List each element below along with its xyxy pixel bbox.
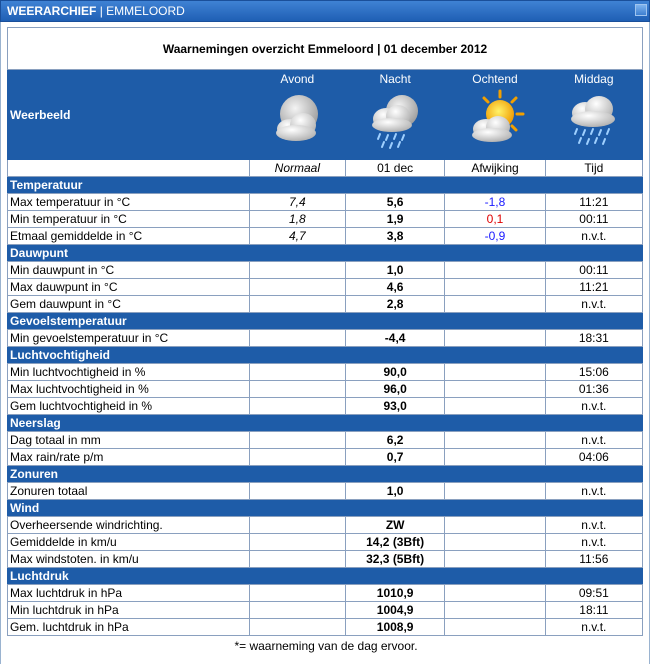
page-title: Waarnemingen overzicht Emmeloord | 01 december 2012 bbox=[8, 28, 643, 70]
normal-value bbox=[249, 364, 345, 381]
table-row bbox=[8, 398, 643, 415]
section-title: Neerslag bbox=[8, 415, 643, 432]
table-row bbox=[8, 296, 643, 313]
deviation-value bbox=[445, 619, 545, 636]
section-header bbox=[8, 415, 643, 432]
deviation-value bbox=[445, 296, 545, 313]
section-title: Wind bbox=[8, 500, 643, 517]
time-value: 18:31 bbox=[545, 330, 642, 347]
time-value: 11:21 bbox=[545, 194, 642, 211]
deviation-value bbox=[445, 381, 545, 398]
section-title: Luchtdruk bbox=[8, 568, 643, 585]
row-label: Etmaal gemiddelde in °C bbox=[8, 228, 250, 245]
deviation-value: 0,1 bbox=[445, 211, 545, 228]
row-label: Gemiddelde in km/u bbox=[8, 534, 250, 551]
normal-value bbox=[249, 534, 345, 551]
normal-value: 4,7 bbox=[249, 228, 345, 245]
row-label: Max dauwpunt in °C bbox=[8, 279, 250, 296]
period-label: Ochtend bbox=[472, 72, 518, 86]
title-separator: | bbox=[99, 4, 103, 18]
measured-value: 5,6 bbox=[345, 194, 444, 211]
time-value: n.v.t. bbox=[545, 483, 642, 500]
deviation-value bbox=[445, 483, 545, 500]
deviation-value bbox=[445, 602, 545, 619]
column-header-row bbox=[8, 160, 643, 177]
row-label: Min temperatuur in °C bbox=[8, 211, 250, 228]
period-label: Nacht bbox=[379, 72, 411, 86]
deviation-value bbox=[445, 330, 545, 347]
table-row bbox=[8, 211, 643, 228]
time-value: n.v.t. bbox=[545, 398, 642, 415]
moon-cloud-icon bbox=[266, 89, 328, 151]
time-value: 09:51 bbox=[545, 585, 642, 602]
section-title: Luchtvochtigheid bbox=[8, 347, 643, 364]
deviation-value bbox=[445, 364, 545, 381]
section-header bbox=[8, 568, 643, 585]
table-row bbox=[8, 602, 643, 619]
weerbeeld-row bbox=[8, 70, 643, 160]
measured-value: 14,2 (3Bft) bbox=[345, 534, 444, 551]
row-label: Max temperatuur in °C bbox=[8, 194, 250, 211]
col-afwijking: Afwijking bbox=[445, 160, 545, 177]
row-label: Dag totaal in mm bbox=[8, 432, 250, 449]
section-header bbox=[8, 466, 643, 483]
deviation-value bbox=[445, 262, 545, 279]
normal-value bbox=[249, 619, 345, 636]
normal-value bbox=[249, 381, 345, 398]
time-value: 18:11 bbox=[545, 602, 642, 619]
measured-value: 1008,9 bbox=[345, 619, 444, 636]
table-row bbox=[8, 364, 643, 381]
deviation-value bbox=[445, 449, 545, 466]
time-value: n.v.t. bbox=[545, 432, 642, 449]
measured-value: 1,0 bbox=[345, 483, 444, 500]
time-value: n.v.t. bbox=[545, 228, 642, 245]
measured-value: 3,8 bbox=[345, 228, 444, 245]
archive-title: WEERARCHIEF bbox=[7, 4, 97, 18]
row-label: Min dauwpunt in °C bbox=[8, 262, 250, 279]
row-label: Max rain/rate p/m bbox=[8, 449, 250, 466]
cloud-rain-icon bbox=[563, 89, 625, 151]
table-row bbox=[8, 483, 643, 500]
section-title: Gevoelstemperatuur bbox=[8, 313, 643, 330]
table-row bbox=[8, 330, 643, 347]
footnote: *= waarneming van de dag ervoor. bbox=[234, 639, 418, 653]
table-row bbox=[8, 194, 643, 211]
row-label: Gem dauwpunt in °C bbox=[8, 296, 250, 313]
measured-value: 90,0 bbox=[345, 364, 444, 381]
collapse-icon[interactable] bbox=[635, 4, 647, 16]
row-label: Min luchtdruk in hPa bbox=[8, 602, 250, 619]
normal-value bbox=[249, 585, 345, 602]
table-row bbox=[8, 228, 643, 245]
normal-value bbox=[249, 262, 345, 279]
measured-value: -4,4 bbox=[345, 330, 444, 347]
deviation-value bbox=[445, 585, 545, 602]
normal-value bbox=[249, 398, 345, 415]
measured-value: ZW bbox=[345, 517, 444, 534]
period-middag bbox=[545, 70, 642, 160]
period-avond bbox=[249, 70, 345, 160]
table-row bbox=[8, 517, 643, 534]
normal-value bbox=[249, 279, 345, 296]
row-label: Max luchtvochtigheid in % bbox=[8, 381, 250, 398]
normal-value bbox=[249, 432, 345, 449]
row-label: Zonuren totaal bbox=[8, 483, 250, 500]
table-row bbox=[8, 449, 643, 466]
section-title: Temperatuur bbox=[8, 177, 643, 194]
time-value: n.v.t. bbox=[545, 619, 642, 636]
time-value: n.v.t. bbox=[545, 534, 642, 551]
deviation-value: -1,8 bbox=[445, 194, 545, 211]
table-row bbox=[8, 551, 643, 568]
normal-value bbox=[249, 483, 345, 500]
section-header bbox=[8, 500, 643, 517]
location-title: EMMELOORD bbox=[106, 4, 185, 18]
row-label: Gem luchtvochtigheid in % bbox=[8, 398, 250, 415]
time-value: 01:36 bbox=[545, 381, 642, 398]
measured-value: 4,6 bbox=[345, 279, 444, 296]
normal-value bbox=[249, 449, 345, 466]
row-label: Overheersende windrichting. bbox=[8, 517, 250, 534]
measured-value: 96,0 bbox=[345, 381, 444, 398]
row-label: Max windstoten. in km/u bbox=[8, 551, 250, 568]
measured-value: 1,9 bbox=[345, 211, 444, 228]
table-row bbox=[8, 432, 643, 449]
table-row bbox=[8, 585, 643, 602]
time-value: n.v.t. bbox=[545, 517, 642, 534]
row-label: Min luchtvochtigheid in % bbox=[8, 364, 250, 381]
section-title: Dauwpunt bbox=[8, 245, 643, 262]
time-value: 04:06 bbox=[545, 449, 642, 466]
normal-value bbox=[249, 602, 345, 619]
time-value: 11:21 bbox=[545, 279, 642, 296]
time-value: 15:06 bbox=[545, 364, 642, 381]
measured-value: 6,2 bbox=[345, 432, 444, 449]
measured-value: 1,0 bbox=[345, 262, 444, 279]
measured-value: 1010,9 bbox=[345, 585, 444, 602]
normal-value bbox=[249, 517, 345, 534]
table-row bbox=[8, 279, 643, 296]
normal-value: 1,8 bbox=[249, 211, 345, 228]
empty-cell bbox=[8, 160, 250, 177]
deviation-value bbox=[445, 551, 545, 568]
weather-table bbox=[7, 27, 643, 636]
section-header bbox=[8, 347, 643, 364]
time-value: n.v.t. bbox=[545, 296, 642, 313]
measured-value: 0,7 bbox=[345, 449, 444, 466]
deviation-value bbox=[445, 279, 545, 296]
table-row bbox=[8, 262, 643, 279]
normal-value bbox=[249, 296, 345, 313]
measured-value: 93,0 bbox=[345, 398, 444, 415]
period-label: Middag bbox=[574, 72, 614, 86]
normal-value: 7,4 bbox=[249, 194, 345, 211]
deviation-value bbox=[445, 398, 545, 415]
time-value: 00:11 bbox=[545, 211, 642, 228]
col-tijd: Tijd bbox=[545, 160, 642, 177]
time-value: 00:11 bbox=[545, 262, 642, 279]
measured-value: 32,3 (5Bft) bbox=[345, 551, 444, 568]
measured-value: 1004,9 bbox=[345, 602, 444, 619]
period-ochtend bbox=[445, 70, 545, 160]
normal-value bbox=[249, 551, 345, 568]
weather-panel bbox=[0, 22, 650, 664]
row-label: Gem. luchtdruk in hPa bbox=[8, 619, 250, 636]
table-row bbox=[8, 619, 643, 636]
deviation-value bbox=[445, 432, 545, 449]
section-header bbox=[8, 245, 643, 262]
time-value: 11:56 bbox=[545, 551, 642, 568]
deviation-value: -0,9 bbox=[445, 228, 545, 245]
measured-value: 2,8 bbox=[345, 296, 444, 313]
section-title: Zonuren bbox=[8, 466, 643, 483]
deviation-value bbox=[445, 517, 545, 534]
table-row bbox=[8, 534, 643, 551]
col-date: 01 dec bbox=[345, 160, 444, 177]
normal-value bbox=[249, 330, 345, 347]
row-label: Min gevoelstemperatuur in °C bbox=[8, 330, 250, 347]
deviation-value bbox=[445, 534, 545, 551]
section-header bbox=[8, 313, 643, 330]
col-normaal: Normaal bbox=[249, 160, 345, 177]
title-bar bbox=[0, 0, 650, 22]
table-row bbox=[8, 381, 643, 398]
section-header bbox=[8, 177, 643, 194]
period-label: Avond bbox=[280, 72, 315, 86]
moon-cloud-rain-icon bbox=[364, 89, 426, 151]
period-nacht bbox=[345, 70, 444, 160]
weerbeeld-label: Weerbeeld bbox=[8, 70, 250, 160]
sun-cloud-icon bbox=[464, 89, 526, 151]
row-label: Max luchtdruk in hPa bbox=[8, 585, 250, 602]
